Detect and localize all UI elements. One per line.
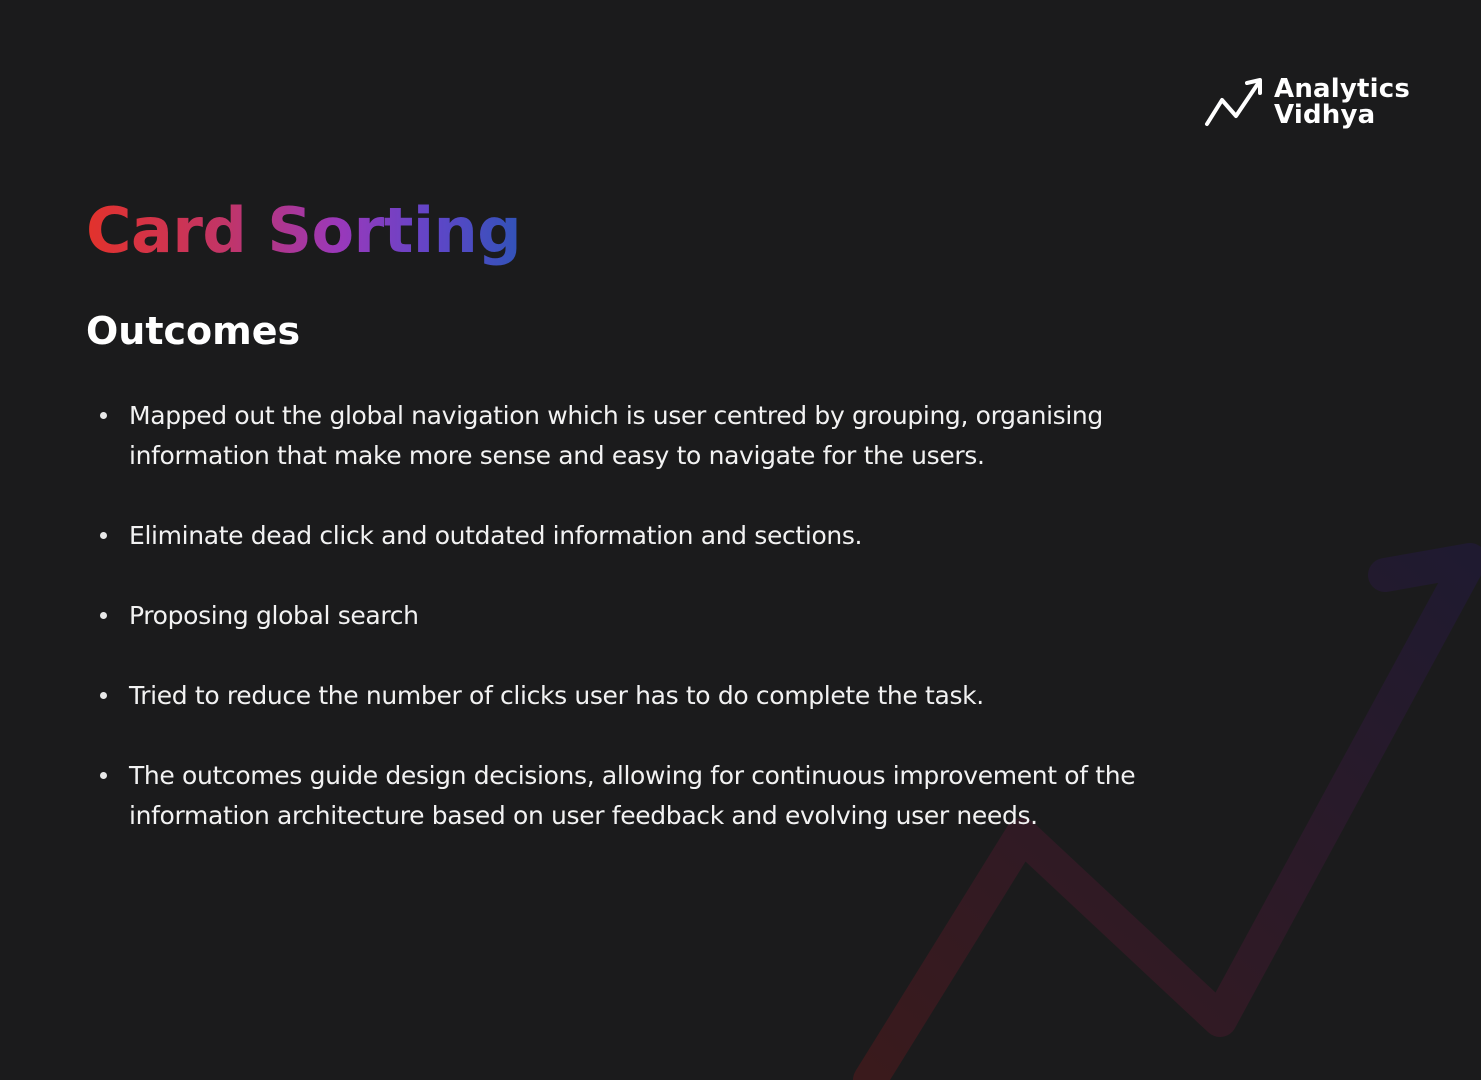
brand-name-line2: Vidhya [1274,100,1376,130]
list-item [100,596,1210,636]
brand-logo [1204,76,1410,128]
bullet-icon [100,692,107,699]
brand-name-line1: Analytics [1274,74,1411,104]
list-item-text: Tried to reduce the number of clicks user has to do complete the task. [129,681,984,710]
list-item-text: Eliminate dead click and outdated information and sections. [129,521,863,550]
list-item [100,676,1210,716]
list-item-text: The outcomes guide design decisions, allowing for continuous improvement of the information architecture based on user feedback and evolving user needs. [129,761,1136,830]
bullet-icon [100,772,107,779]
slide-title: Card Sorting [86,190,521,272]
list-item [100,396,1210,476]
bullet-icon [100,612,107,619]
section-heading: Outcomes [86,309,301,353]
list-item-text: Proposing global search [129,601,419,630]
bullet-icon [100,412,107,419]
outcomes-list [100,396,1210,876]
list-item [100,516,1210,556]
bullet-icon [100,532,107,539]
list-item [100,756,1210,836]
brand-name [1274,76,1410,128]
list-item-text: Mapped out the global navigation which is user centred by grouping, organising information that make more sense and easy to navigate for the users. [129,401,1103,470]
trend-arrow-icon [1204,76,1264,128]
